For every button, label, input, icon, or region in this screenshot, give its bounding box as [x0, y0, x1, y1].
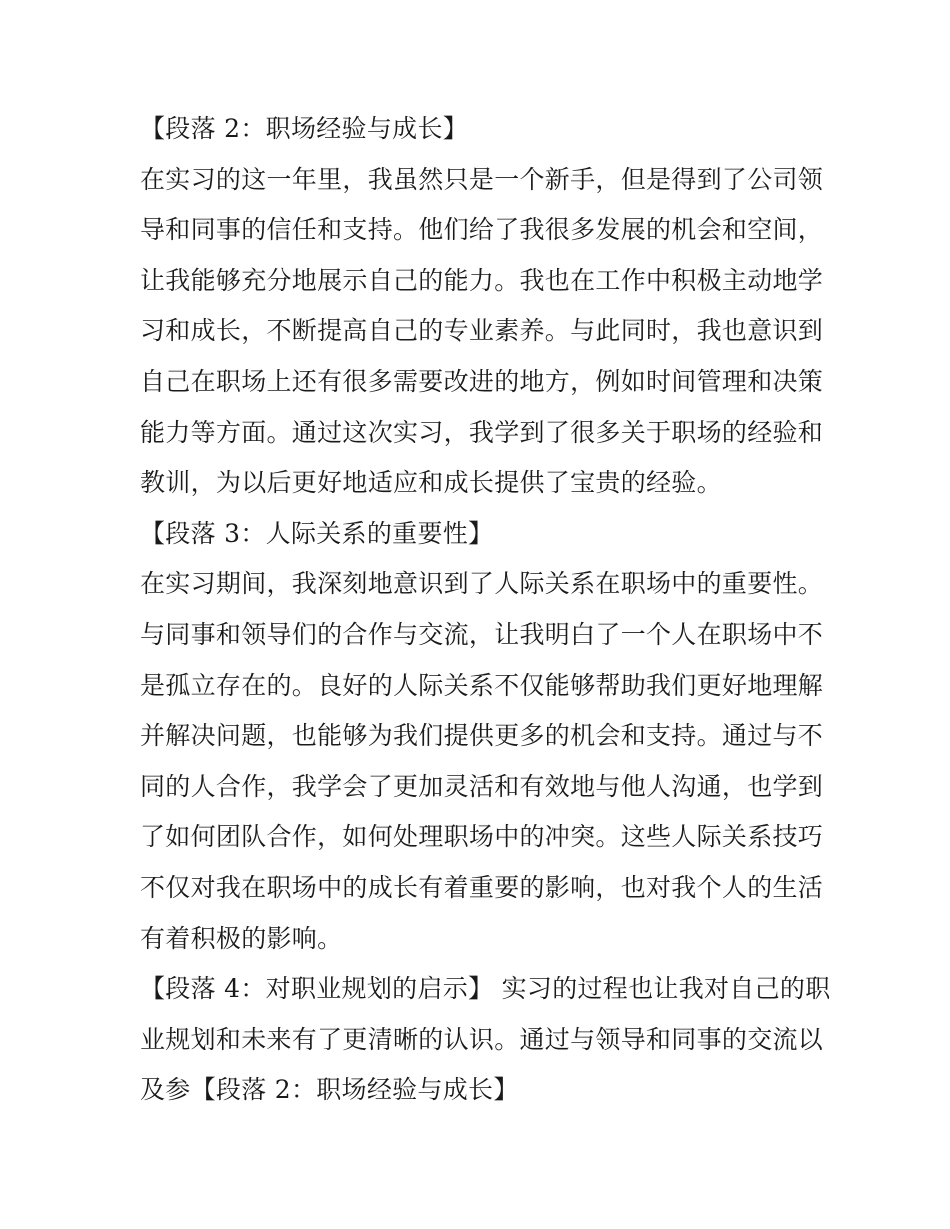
body-line: 在实习的这一年里，我虽然只是一个新手，但是得到了公司领 — [140, 164, 824, 194]
body-line: 教训，为以后更好地适应和成长提供了宝贵的经验。 — [140, 468, 722, 498]
body-line: 导和同事的信任和支持。他们给了我很多发展的机会和空间， — [140, 215, 824, 245]
body-line: 让我能够充分地展示自己的能力。我也在工作中积极主动地学 — [140, 265, 824, 295]
body-line: 同的人合作，我学会了更加灵活和有效地与他人沟通，也学到 — [140, 771, 824, 801]
body-line: 不仅对我在职场中的成长有着重要的影响，也对我个人的生活 — [140, 872, 824, 902]
body-line: 习和成长，不断提高自己的专业素养。与此同时，我也意识到 — [140, 316, 824, 346]
document-body — [140, 104, 831, 1116]
body-line: 是孤立存在的。良好的人际关系不仅能够帮助我们更好地理解 — [140, 670, 824, 700]
heading-paragraph-4: 【段落 4：对职业规划的启示】 实习的过程也让我对自己的职 — [140, 974, 831, 1004]
body-line: 及参【段落 2：职场经验与成长】 — [140, 1075, 519, 1105]
body-line: 在实习期间，我深刻地意识到了人际关系在职场中的重要性。 — [140, 569, 824, 599]
body-line: 了如何团队合作，如何处理职场中的冲突。这些人际关系技巧 — [140, 822, 824, 852]
body-line: 能力等方面。通过这次实习，我学到了很多关于职场的经验和 — [140, 417, 824, 447]
body-line: 自己在职场上还有很多需要改进的地方，例如时间管理和决策 — [140, 366, 824, 396]
heading-paragraph-3: 【段落 3：人际关系的重要性】 — [140, 518, 494, 548]
heading-paragraph-2: 【段落 2：职场经验与成长】 — [140, 114, 469, 143]
body-line: 并解决问题，也能够为我们提供更多的机会和支持。通过与不 — [140, 721, 824, 751]
body-line: 与同事和领导们的合作与交流，让我明白了一个人在职场中不 — [140, 619, 824, 649]
body-line: 业规划和未来有了更清晰的认识。通过与领导和同事的交流以 — [140, 1024, 824, 1054]
body-line: 有着积极的影响。 — [140, 923, 343, 953]
